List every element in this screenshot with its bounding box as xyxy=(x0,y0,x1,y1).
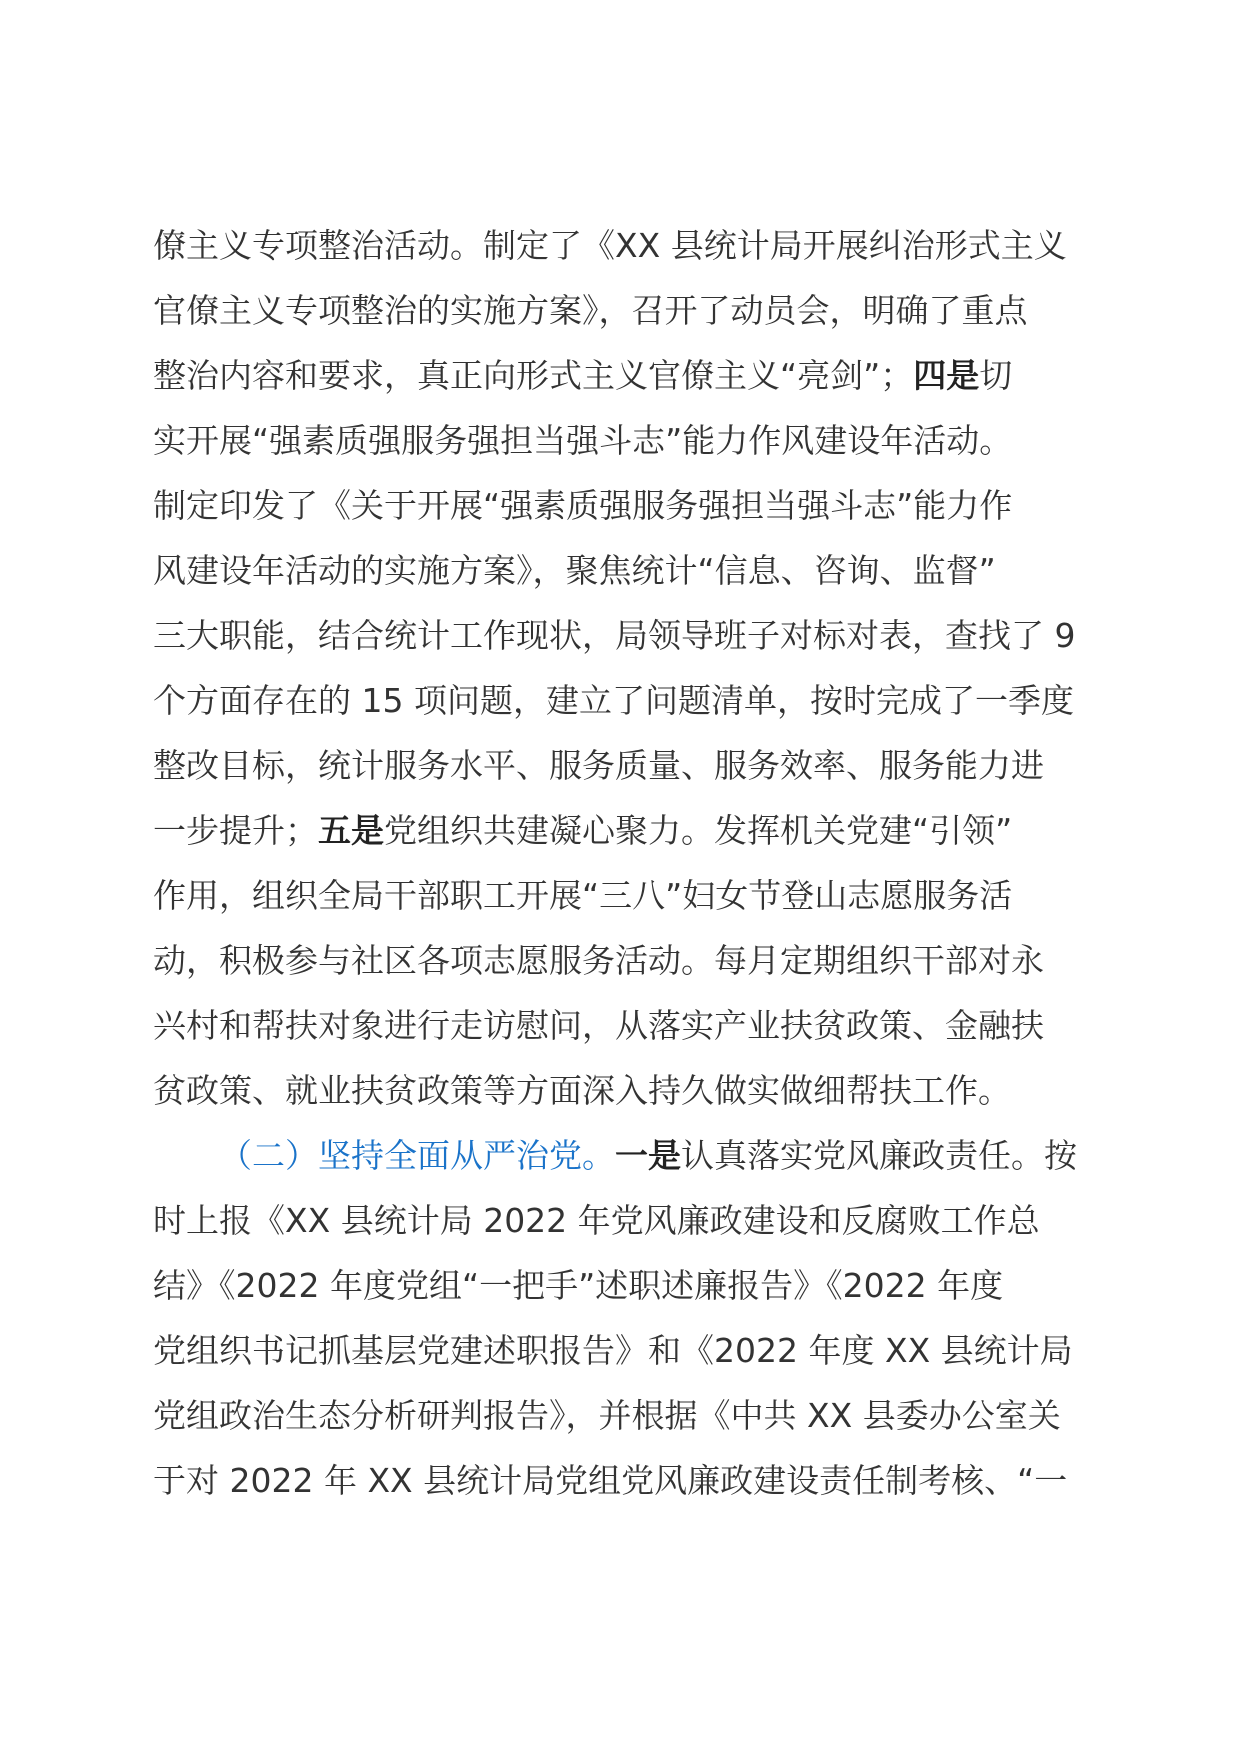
text-line xyxy=(153,733,1093,798)
text-segment: 整治内容和要求，真正向形式主义官僚主义“亮剑”； xyxy=(153,356,914,395)
text-line xyxy=(153,1188,1093,1253)
section-heading-line xyxy=(153,1123,1093,1188)
text-segment: 实开展“强素质强服务强担当强斗志”能力作风建设年活动。 xyxy=(153,421,1013,460)
bold-keyword: 五是 xyxy=(318,811,384,850)
text-line xyxy=(153,928,1093,993)
section-heading: （二）坚持全面从严治党。 xyxy=(219,1136,615,1175)
text-segment: 党组政治生态分析研判报告》，并根据《中共 XX 县委办公室关 xyxy=(153,1396,1061,1435)
text-line xyxy=(153,213,1093,278)
text-segment: 个方面存在的 15 项问题，建立了问题清单，按时完成了一季度 xyxy=(153,681,1074,720)
text-line xyxy=(153,343,1093,408)
text-line xyxy=(153,798,1093,863)
text-segment: 贫政策、就业扶贫政策等方面深入持久做实做细帮扶工作。 xyxy=(153,1071,1011,1110)
text-line xyxy=(153,1383,1093,1448)
text-segment: 作用，组织全局干部职工开展“三八”妇女节登山志愿服务活 xyxy=(153,876,1013,915)
text-line xyxy=(153,473,1093,538)
text-line xyxy=(153,278,1093,343)
text-segment: 结》《2022 年度党组“一把手”述职述廉报告》《2022 年度 xyxy=(153,1266,1004,1305)
text-line xyxy=(153,1058,1093,1123)
text-segment: 整改目标，统计服务水平、服务质量、服务效率、服务能力进 xyxy=(153,746,1044,785)
text-segment: 动，积极参与社区各项志愿服务活动。每月定期组织干部对永 xyxy=(153,941,1044,980)
text-segment: 一步提升； xyxy=(153,811,318,850)
text-line xyxy=(153,408,1093,473)
text-line xyxy=(153,538,1093,603)
bold-keyword: 四是 xyxy=(913,356,980,395)
text-line xyxy=(153,668,1093,733)
text-segment: 于对 2022 年 XX 县统计局党组党风廉政建设责任制考核、“一 xyxy=(153,1461,1068,1500)
text-line xyxy=(153,1318,1093,1383)
document-body xyxy=(153,213,1093,1513)
text-segment: 三大职能，结合统计工作现状，局领导班子对标对表，查找了 9 xyxy=(153,616,1076,655)
bold-keyword: 一是 xyxy=(615,1136,681,1175)
text-segment: 官僚主义专项整治的实施方案》，召开了动员会，明确了重点 xyxy=(153,291,1028,330)
text-line xyxy=(153,863,1093,928)
text-segment: 认真落实党风廉政责任。按 xyxy=(681,1136,1077,1175)
text-segment: 僚主义专项整治活动。制定了《XX 县统计局开展纠治形式主义 xyxy=(153,226,1067,265)
text-segment: 兴村和帮扶对象进行走访慰问，从落实产业扶贫政策、金融扶 xyxy=(153,1006,1044,1045)
text-line xyxy=(153,1253,1093,1318)
text-segment: 切 xyxy=(979,356,1013,395)
text-segment: 党组织书记抓基层党建述职报告》和《2022 年度 XX 县统计局 xyxy=(153,1331,1073,1370)
text-line xyxy=(153,603,1093,668)
text-line xyxy=(153,993,1093,1058)
text-segment: 制定印发了《关于开展“强素质强服务强担当强斗志”能力作 xyxy=(153,486,1013,525)
text-line xyxy=(153,1448,1093,1513)
text-segment: 风建设年活动的实施方案》，聚焦统计“信息、咨询、监督” xyxy=(153,551,996,590)
text-segment: 时上报《XX 县统计局 2022 年党风廉政建设和反腐败工作总 xyxy=(153,1201,1040,1240)
text-segment: 党组织共建凝心聚力。发挥机关党建“引领” xyxy=(384,811,1013,850)
